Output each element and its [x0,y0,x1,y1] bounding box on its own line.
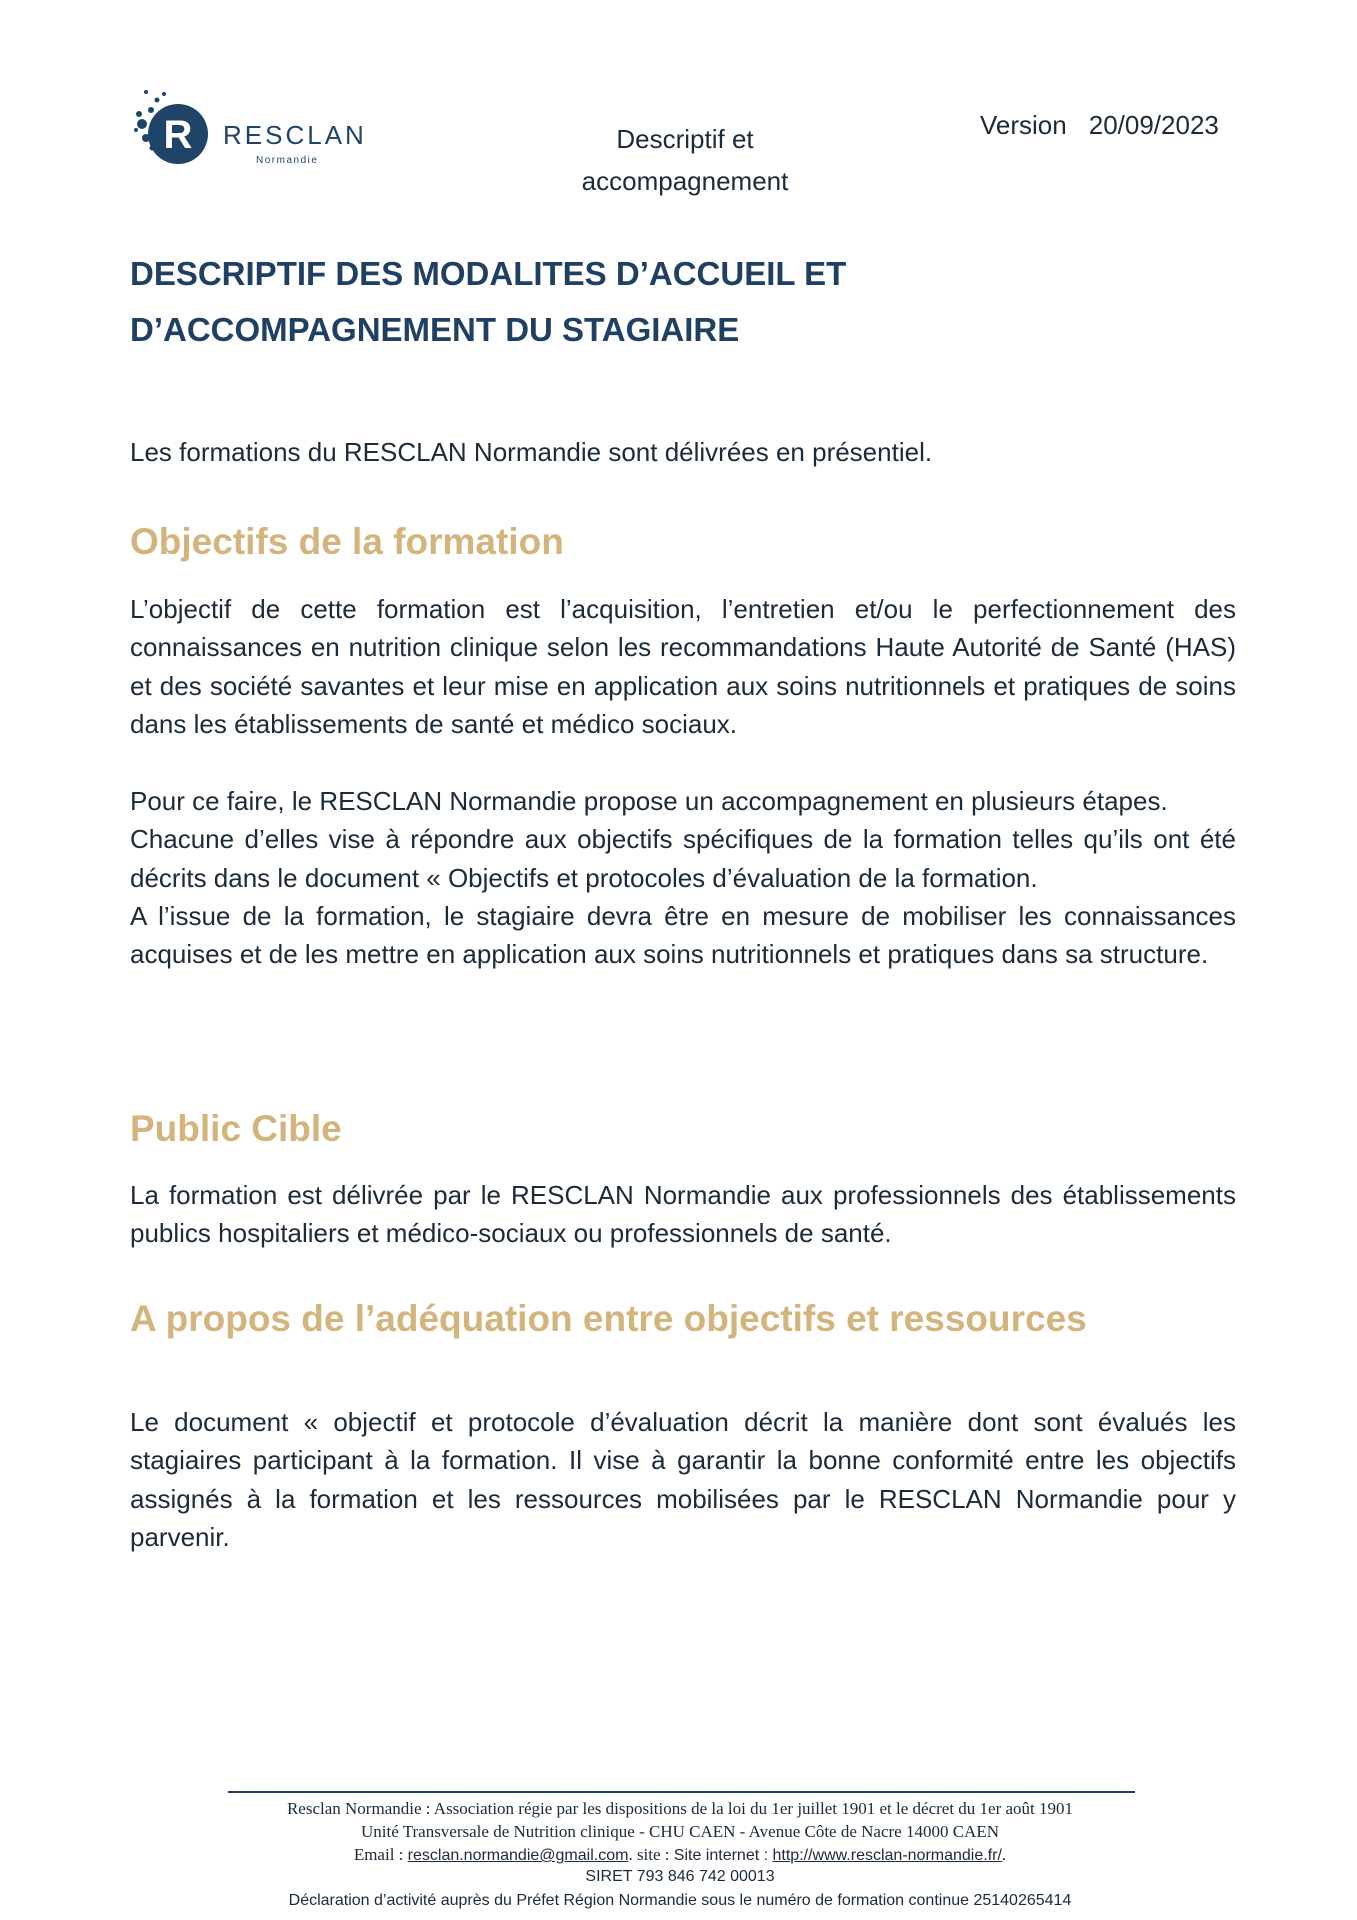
version-label: Version [980,110,1067,140]
footer-site-end: . [1001,1845,1007,1864]
resclan-logo [134,86,374,176]
document-type-line1: Descriptif et [616,124,754,154]
objectifs-paragraph-2-line3: A l’issue de la formation, le stagiaire devra être en mesure de mobiliser les connaissances acquises et de les mettre en application aux soins nutritionnels et pratiques dans sa structure. [130,900,1236,970]
footer-address: Unité Transversale de Nutrition clinique - CHU CAEN - Avenue Côte de Nacre 14000 CAEN [360,1822,999,1841]
version-info [980,110,1219,141]
section-heading-apropos: A propos de l’adéquation entre objectifs et ressources [130,1298,1087,1339]
objectifs-paragraph-1: L’objectif de cette formation est l’acquisition, l’entretien et/ou le perfectionnement des connaissances en nutrition clinique selon les recommandations Haute Autorité de Santé (HAS) et des société savantes et leur mise en application aux soins nutritionnels et pratiques de soins dans les établissements de santé et médico sociaux. [130,594,1236,739]
intro-paragraph: Les formations du RESCLAN Normandie sont délivrées en présentiel. [130,437,933,467]
objectifs-paragraph-2-line1: Pour ce faire, le RESCLAN Normandie propose un accompagnement en plusieurs étapes. [130,786,1168,816]
document-type [540,118,830,202]
public-paragraph: La formation est délivrée par le RESCLAN Normandie aux professionnels des établissements publics hospitaliers et médico-sociaux ou professionnels de santé. [130,1180,1236,1249]
footer-association: Resclan Normandie : Association régie par les dispositions de la loi du 1er juillet 1901 et le décret du 1er août 1901 [286,1799,1074,1818]
apropos-paragraph: Le document « objectif et protocole d’évaluation décrit la manière dont sont évalués les stagiaires participant à la formation. Il vise à garantir la bonne conformité entre les objectifs assignés à la formation et les ressources mobilisées par le RESCLAN Normandie pour y parvenir. [130,1407,1236,1552]
objectifs-paragraph-2-line2: Chacune d’elles vise à répondre aux objectifs spécifiques de la formation telles qu’ils ont été décrits dans le document « Objectifs et protocoles d’évaluation de la formation. [130,824,1236,893]
section-heading-public: Public Cible [130,1108,342,1149]
logo-name: RESCLAN [223,120,367,150]
section-heading-objectifs: Objectifs de la formation [130,521,564,562]
footer-declaration: Déclaration d’activité auprès du Préfet Région Normandie sous le numéro de formation continue 25140265414 [288,1892,1072,1909]
footer-site-link[interactable]: http://www.resclan-normandie.fr/ [772,1847,1002,1864]
footer-email-label: Email : [353,1845,408,1864]
page-title [130,246,930,358]
objectifs-paragraph-2 [130,782,1236,973]
logo-subtitle: Normandie [256,155,319,166]
page-title-line2: D’ACCOMPAGNEMENT DU STAGIAIRE [130,311,740,348]
footer-siret: SIRET 793 846 742 00013 [585,1868,775,1885]
logo-mark-icon [134,86,224,176]
document-type-line2: accompagnement [581,166,789,196]
version-date: 20/09/2023 [1088,110,1219,140]
page-title-line1: DESCRIPTIF DES MODALITES D’ACCUEIL ET [130,255,847,292]
footer-site-label: . site : [628,1845,674,1864]
logo-letter: R [163,113,193,157]
footer-site-text: Site internet : [673,1847,773,1864]
footer-contact [180,1845,1180,1865]
footer-email-link[interactable]: resclan.normandie@gmail.com [407,1847,629,1864]
footer-divider [228,1791,1135,1793]
